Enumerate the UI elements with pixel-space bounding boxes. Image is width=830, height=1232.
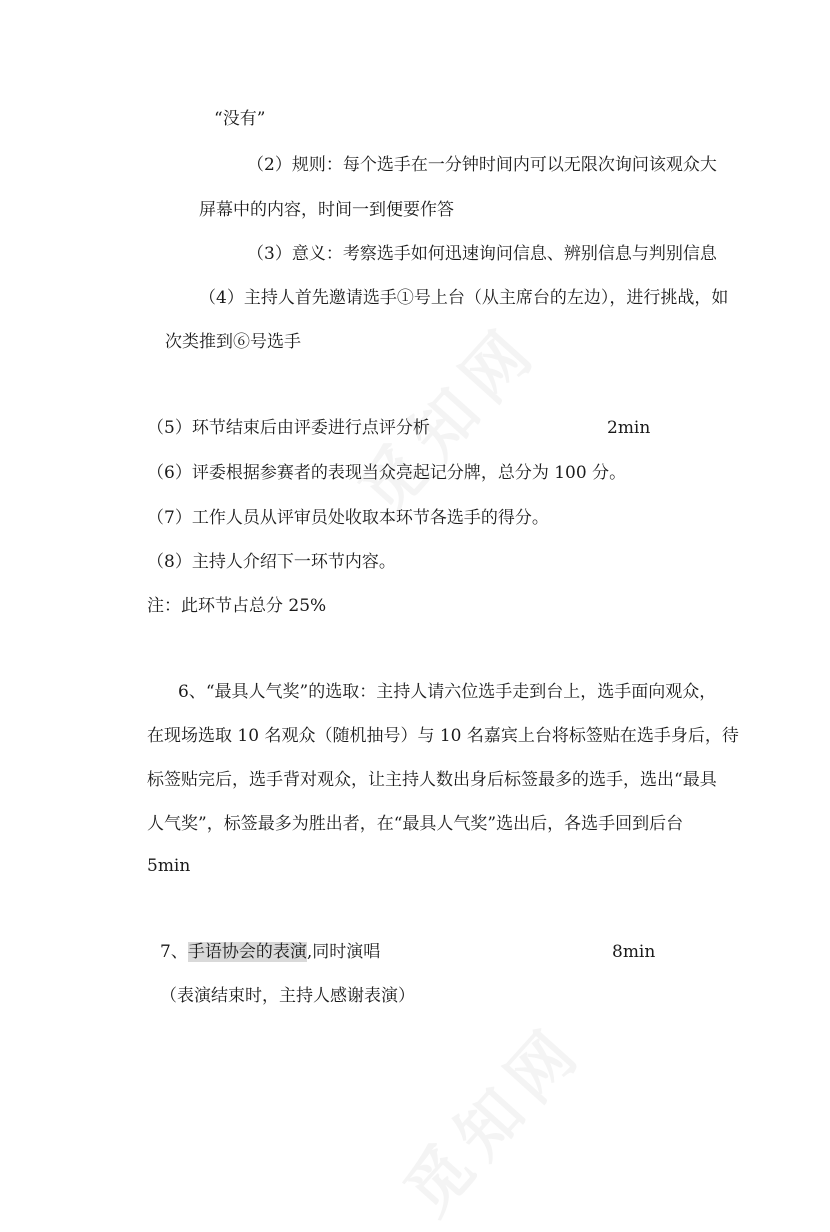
section-6-line-1: 6、“最具人气奖”的选取：主持人请六位选手走到台上，选手面向观众， [178,682,717,702]
rule-line-1: （2）规则：每个选手在一分钟时间内可以无限次询问该观众大 [247,155,717,175]
note-line: 注：此环节占总分 25% [147,596,327,616]
next-section-line: （8）主持人介绍下一环节内容。 [147,552,396,572]
section-7-highlight: 手语协会的表演 [187,942,307,962]
section-7-rest: ,同时演唱 [306,942,381,962]
section-7-note: （表演结束时，主持人感谢表演） [160,986,415,1006]
section-6-line-2: 在现场选取 10 名观众（随机抽号）与 10 名嘉宾上台将标签贴在选手身后，待 [147,726,739,746]
section-7-prefix: 7、 [160,942,188,962]
section-7-line [160,944,380,961]
review-time: 2min [607,418,651,438]
rule-line-2: 屏幕中的内容，时间一到便要作答 [199,200,454,220]
review-line: （5）环节结束后由评委进行点评分析 [147,418,430,438]
score-board-line: （6）评委根据参赛者的表现当众亮起记分牌，总分为 100 分。 [147,463,627,483]
quote-line: “没有” [214,109,266,129]
section-6-line-4: 人气奖”，标签最多为胜出者，在“最具人气奖”选出后，各选手回到后台 [147,814,684,834]
meaning-line: （3）意义：考察选手如何迅速询问信息、辨别信息与判别信息 [247,244,717,264]
host-invite-line-1: （4）主持人首先邀请选手①号上台（从主席台的左边），进行挑战，如 [199,288,729,308]
section-6-time: 5min [147,856,191,876]
host-invite-line-2: 次类推到⑥号选手 [165,332,301,352]
watermark-lower [380,1001,601,1232]
watermark [335,301,556,532]
staff-collect-line: （7）工作人员从评审员处收取本环节各选手的得分。 [147,508,549,528]
section-7-time: 8min [612,942,656,962]
section-6-line-3: 标签贴完后，选手背对观众，让主持人数出身后标签最多的选手，选出“最具 [147,770,717,790]
